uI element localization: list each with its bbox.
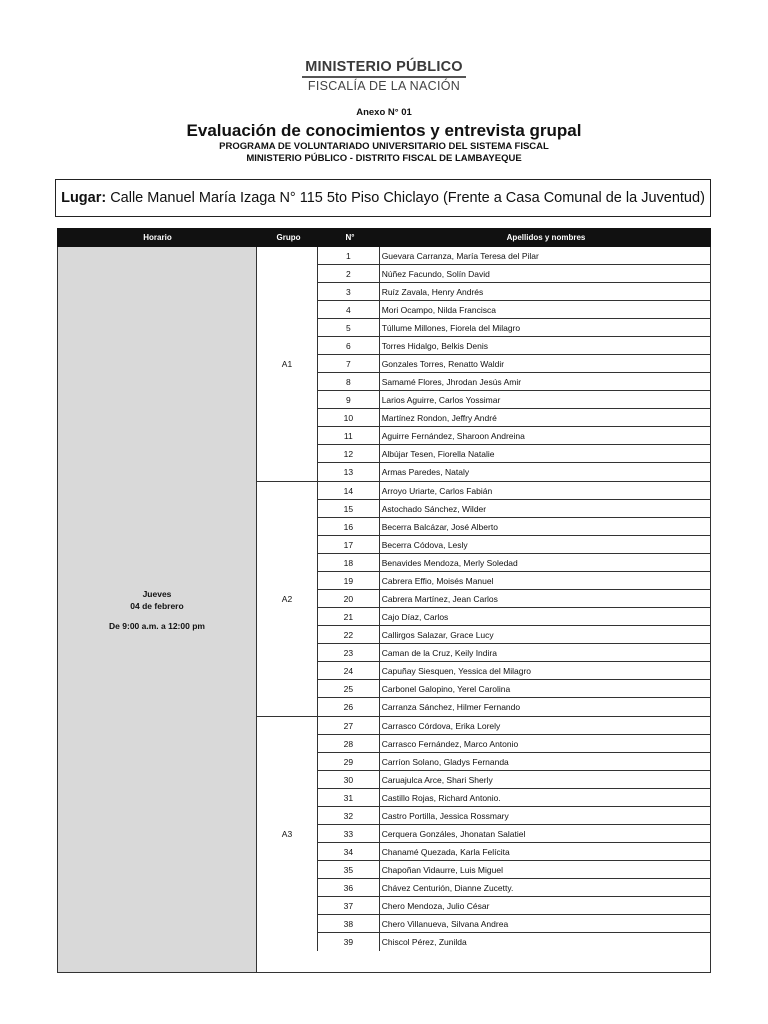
row-name: Chávez Centurión, Dianne Zucetty. [381, 882, 514, 893]
row-number: 16 [318, 518, 380, 535]
row-name: Chanamé Quezada, Karla Felícita [381, 846, 510, 857]
table-row [318, 482, 710, 500]
row-name: Benavides Mendoza, Merly Soledad [381, 557, 518, 568]
row-name: Cabrera Effio, Moisés Manuel [381, 575, 494, 586]
row-name: Gonzales Torres, Renatto Waldir [381, 358, 505, 369]
row-name: Mori Ocampo, Nilda Francisca [381, 304, 496, 315]
row-number: 14 [318, 482, 380, 499]
row-number: 30 [318, 771, 380, 788]
row-name: Chapoñan Vidaurre, Luis Miguel [381, 864, 503, 875]
row-number: 19 [318, 572, 380, 589]
table-row [318, 301, 710, 319]
row-name: Becerra Códova, Lesly [381, 539, 468, 550]
logo [300, 60, 468, 93]
row-number: 12 [318, 445, 380, 462]
row-name: Carrasco Fernández, Marco Antonio [381, 738, 519, 749]
row-number: 29 [318, 753, 380, 770]
horario-time: De 9:00 a.m. a 12:00 pm [109, 620, 205, 631]
row-name: Cerquera Gonzáles, Jhonatan Salatiel [381, 828, 526, 839]
row-name: Torres Hidalgo, Belkis Denis [381, 340, 488, 351]
group-rows [318, 482, 710, 716]
row-name: Caman de la Cruz, Keily Indira [381, 647, 497, 658]
table-row [318, 771, 710, 789]
table-row [318, 572, 710, 590]
row-number: 22 [318, 626, 380, 643]
column-header-names: Apellidos y nombres [506, 233, 586, 242]
table-row [318, 518, 710, 536]
row-name: Albújar Tesen, Fiorella Natalie [381, 448, 495, 459]
location-box [55, 179, 711, 217]
table-row [318, 933, 710, 951]
row-name: Arroyo Uriarte, Carlos Fabián [381, 485, 493, 496]
group-block [257, 247, 710, 482]
row-name: Castillo Rojas, Richard Antonio. [381, 792, 501, 803]
row-number: 35 [318, 861, 380, 878]
table-row [318, 662, 710, 680]
row-number: 32 [318, 807, 380, 824]
row-name: Guevara Carranza, María Teresa del Pilar [381, 250, 539, 261]
row-number: 27 [318, 717, 380, 734]
row-name: Aguirre Fernández, Sharoon Andreina [381, 430, 525, 441]
table-row [318, 861, 710, 879]
row-name: Martínez Rondon, Jeffry André [381, 412, 497, 423]
document-subtitle [0, 141, 768, 165]
table-row [318, 843, 710, 861]
group-rows [318, 717, 710, 951]
row-name: Cajo Díaz, Carlos [381, 611, 449, 622]
table-row [318, 445, 710, 463]
table-row [318, 735, 710, 753]
table-row [318, 626, 710, 644]
table-row [318, 536, 710, 554]
row-number: 21 [318, 608, 380, 625]
row-number: 7 [318, 355, 380, 372]
row-number: 28 [318, 735, 380, 752]
subtitle-district: MINISTERIO PÚBLICO - DISTRITO FISCAL DE LAMBAYEQUE [246, 153, 522, 164]
table-row [318, 807, 710, 825]
row-number: 39 [318, 933, 380, 951]
row-number: 2 [318, 265, 380, 282]
table-row [318, 554, 710, 572]
row-number: 9 [318, 391, 380, 408]
row-name: Túllume Millones, Fiorela del Milagro [381, 322, 521, 333]
table-row [318, 789, 710, 807]
table-row [318, 319, 710, 337]
group-label: A3 [257, 717, 318, 951]
row-number: 11 [318, 427, 380, 444]
table-row [318, 373, 710, 391]
row-number: 38 [318, 915, 380, 932]
row-name: Chero Villanueva, Silvana Andrea [381, 918, 509, 929]
document-title: Evaluación de conocimientos y entrevista grupal [186, 121, 582, 140]
group-rows [318, 247, 710, 481]
group-label: A2 [257, 482, 318, 716]
row-number: 5 [318, 319, 380, 336]
row-number: 4 [318, 301, 380, 318]
row-number: 8 [318, 373, 380, 390]
column-header-number: N° [345, 233, 355, 242]
group-block [257, 717, 710, 951]
table-row [318, 680, 710, 698]
row-number: 36 [318, 879, 380, 896]
row-number: 25 [318, 680, 380, 697]
table-row [318, 915, 710, 933]
table-row [318, 698, 710, 716]
row-number: 15 [318, 500, 380, 517]
row-number: 13 [318, 463, 380, 481]
row-name: Astochado Sánchez, Wilder [381, 503, 487, 514]
table-row [318, 717, 710, 735]
logo-title: MINISTERIO PÚBLICO [305, 59, 463, 75]
table-row [318, 409, 710, 427]
annex-label: Anexo N° 01 [356, 107, 412, 118]
table-row [318, 590, 710, 608]
row-name: Samamé Flores, Jhrodan Jesús Amir [381, 376, 522, 387]
table-row [318, 463, 710, 481]
table-row [318, 265, 710, 283]
row-name: Chiscol Pérez, Zunilda [381, 937, 467, 947]
table-row [318, 500, 710, 518]
row-name: Carríon Solano, Gladys Fernanda [381, 756, 509, 767]
row-number: 33 [318, 825, 380, 842]
row-name: Callirgos Salazar, Grace Lucy [381, 629, 494, 640]
row-number: 37 [318, 897, 380, 914]
row-number: 18 [318, 554, 380, 571]
table-row [318, 879, 710, 897]
row-name: Caruajulca Arce, Shari Sherly [381, 774, 493, 785]
table-body [57, 247, 711, 973]
table-row [318, 337, 710, 355]
row-number: 34 [318, 843, 380, 860]
row-number: 10 [318, 409, 380, 426]
row-number: 17 [318, 536, 380, 553]
table-row [318, 753, 710, 771]
groups-column [257, 247, 710, 972]
row-name: Armas Paredes, Nataly [381, 467, 470, 477]
horario-cell [58, 247, 257, 972]
row-number: 23 [318, 644, 380, 661]
row-number: 1 [318, 247, 380, 264]
row-number: 31 [318, 789, 380, 806]
horario-day: Jueves [142, 588, 172, 599]
column-header-grupo: Grupo [276, 233, 301, 242]
row-name: Capuñay Siesquen, Yessica del Milagro [381, 665, 532, 676]
row-name: Castro Portilla, Jessica Rossmary [381, 810, 509, 821]
row-number: 20 [318, 590, 380, 607]
table-row [318, 608, 710, 626]
row-name: Ruíz Zavala, Henry Andrés [381, 286, 484, 297]
row-number: 24 [318, 662, 380, 679]
table-row [318, 427, 710, 445]
row-name: Becerra Balcázar, José Alberto [381, 521, 498, 532]
row-number: 26 [318, 698, 380, 716]
location-value: Calle Manuel María Izaga N° 115 5to Piso Chiclayo (Frente a Casa Comunal de la Juventud) [110, 190, 705, 206]
horario-date: 04 de febrero [130, 600, 184, 611]
table-row [318, 283, 710, 301]
row-number: 3 [318, 283, 380, 300]
row-name: Chero Mendoza, Julio César [381, 900, 490, 911]
row-name: Núñez Facundo, Solín David [381, 268, 490, 279]
group-block [257, 482, 710, 717]
table-header [57, 228, 711, 247]
table-row [318, 825, 710, 843]
logo-subtitle: FISCALÍA DE LA NACIÓN [307, 79, 461, 93]
table-row [318, 247, 710, 265]
schedule-table [57, 228, 711, 973]
row-number: 6 [318, 337, 380, 354]
row-name: Carbonel Galopino, Yerel Carolina [381, 683, 511, 694]
row-name: Cabrera Martínez, Jean Carlos [381, 593, 498, 604]
column-header-horario: Horario [143, 233, 172, 242]
table-row [318, 644, 710, 662]
subtitle-program: PROGRAMA DE VOLUNTARIADO UNIVERSITARIO DEL SISTEMA FISCAL [219, 141, 549, 152]
table-row [318, 355, 710, 373]
table-row [318, 897, 710, 915]
table-row [318, 391, 710, 409]
row-name: Larios Aguirre, Carlos Yossimar [381, 394, 501, 405]
group-label: A1 [257, 247, 318, 481]
row-name: Carranza Sánchez, Hilmer Fernando [381, 702, 521, 712]
logo-divider [302, 76, 466, 78]
row-name: Carrasco Córdova, Erika Lorely [381, 720, 501, 731]
location-label: Lugar: [61, 190, 107, 206]
